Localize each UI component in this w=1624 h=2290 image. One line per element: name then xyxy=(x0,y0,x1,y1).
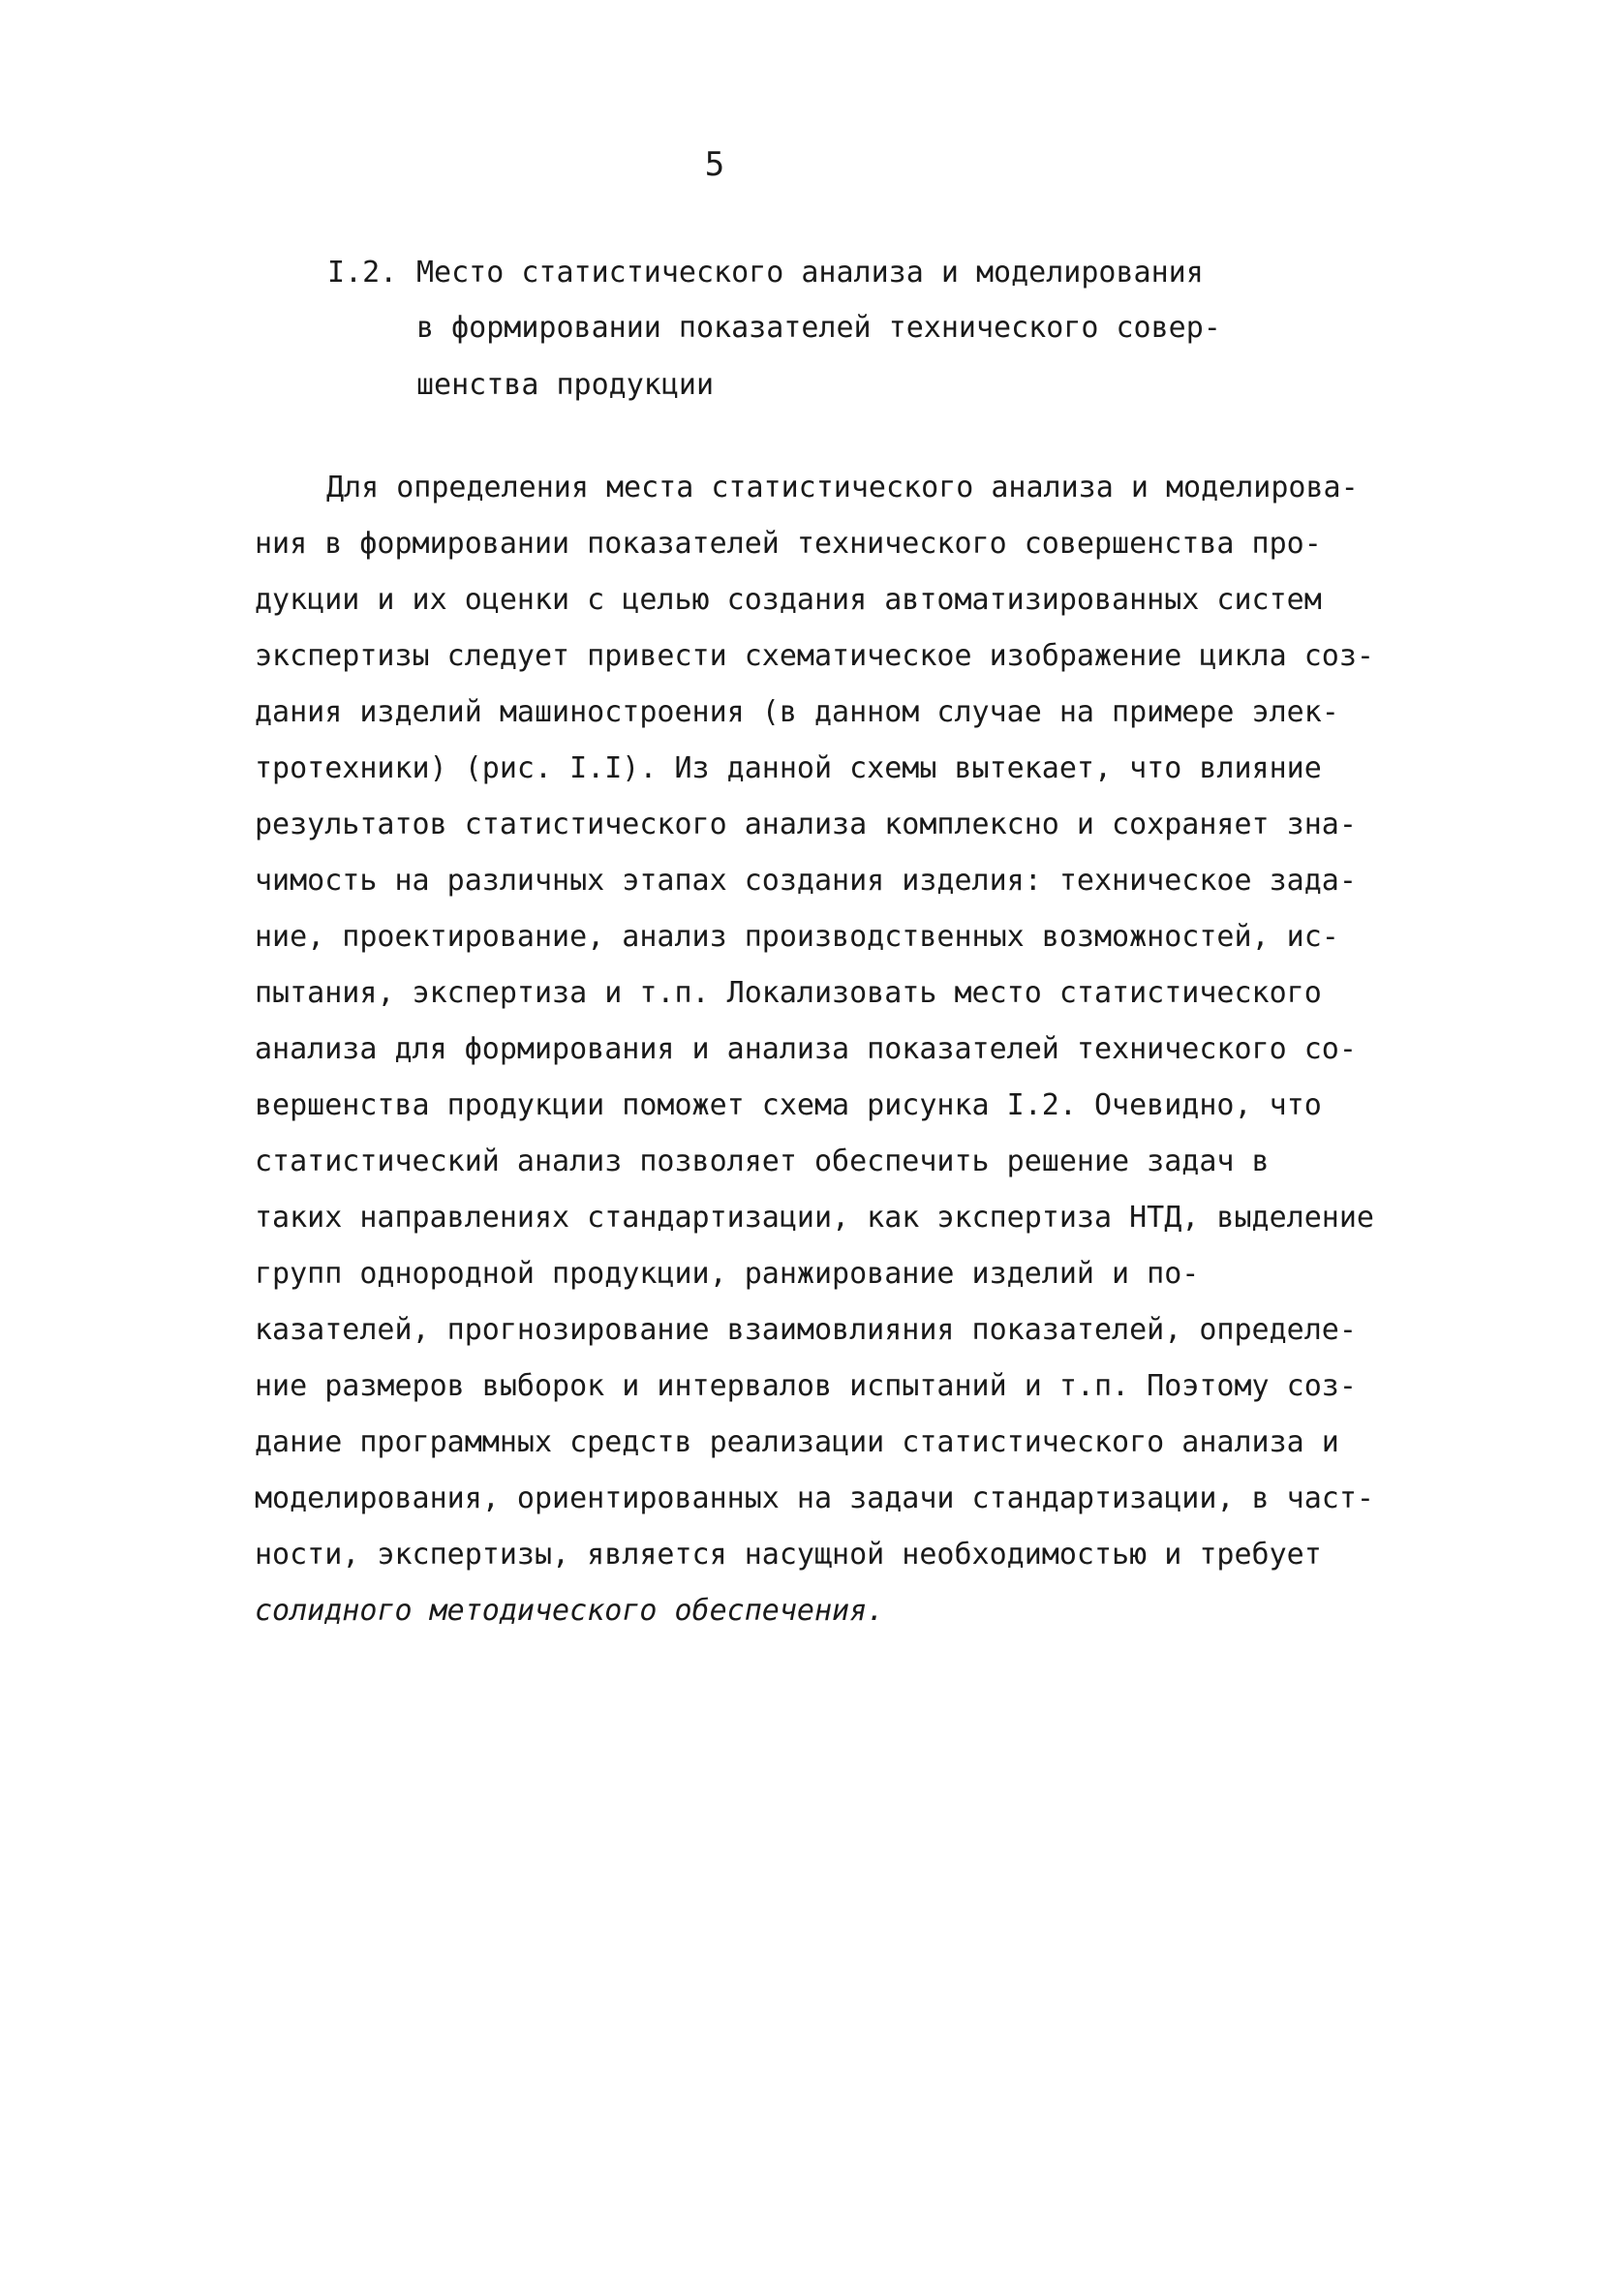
paragraph-line: вершенства продукции поможет схема рисунка I.2. Очевидно, что xyxy=(255,1088,1322,1122)
paragraph-line: результатов статистического анализа комплексно и сохраняет зна- xyxy=(255,808,1357,841)
paragraph-line: дания изделий машиностроения (в данном случае на примере элек- xyxy=(255,695,1339,729)
paragraph-line: анализа для формирования и анализа показателей технического со- xyxy=(255,1032,1357,1066)
paragraph-line: чимость на различных этапах создания изделия: техническое зада- xyxy=(255,864,1357,898)
paragraph-line: казателей, прогнозирование взаимовлияния показателей, определе- xyxy=(255,1313,1357,1347)
paragraph-line: моделирования, ориентированных на задачи стандартизации, в част- xyxy=(255,1481,1374,1515)
page-number: 5 xyxy=(704,145,725,184)
paragraph-line: Для определения места статистического анализа и моделирова- xyxy=(326,471,1359,504)
paragraph-line: ности, экспертизы, является насущной необходимостью и требует xyxy=(255,1538,1322,1572)
paragraph-line: ния в формировании показателей технического совершенства про- xyxy=(255,527,1322,561)
paragraph-line: ние, проектирование, анализ производственных возможностей, ис- xyxy=(255,920,1339,954)
paragraph-line: дание программных средств реализации статистического анализа и xyxy=(255,1425,1339,1459)
paragraph-line: пытания, экспертиза и т.п. Локализовать место статистического xyxy=(255,976,1322,1010)
section-number: I.2. xyxy=(327,256,398,290)
paragraph-line-italic: солидного методического обеспечения. xyxy=(255,1594,885,1628)
paragraph-line: статистический анализ позволяет обеспечить решение задач в xyxy=(255,1145,1270,1178)
paragraph-line: ние размеров выборок и интервалов испытаний и т.п. Поэтому соз- xyxy=(255,1369,1357,1403)
paragraph-line: экспертизы следует привести схематическое изображение цикла соз- xyxy=(255,639,1374,673)
section-title-line-1: Место статистического анализа и моделирования xyxy=(416,256,1204,290)
section-title-line-2: в формировании показателей технического совер- xyxy=(416,311,1221,345)
paragraph-line: дукции и их оценки с целью создания автоматизированных систем xyxy=(255,583,1322,617)
paragraph-line: групп однородной продукции, ранжирование изделий и по- xyxy=(255,1257,1200,1291)
paragraph-line: таких направлениях стандартизации, как экспертиза НТД, выделение xyxy=(255,1201,1374,1235)
paragraph-line: тротехники) (рис. I.I). Из данной схемы вытекает, что влияние xyxy=(255,751,1322,785)
section-title-line-3: шенства продукции xyxy=(416,368,715,402)
